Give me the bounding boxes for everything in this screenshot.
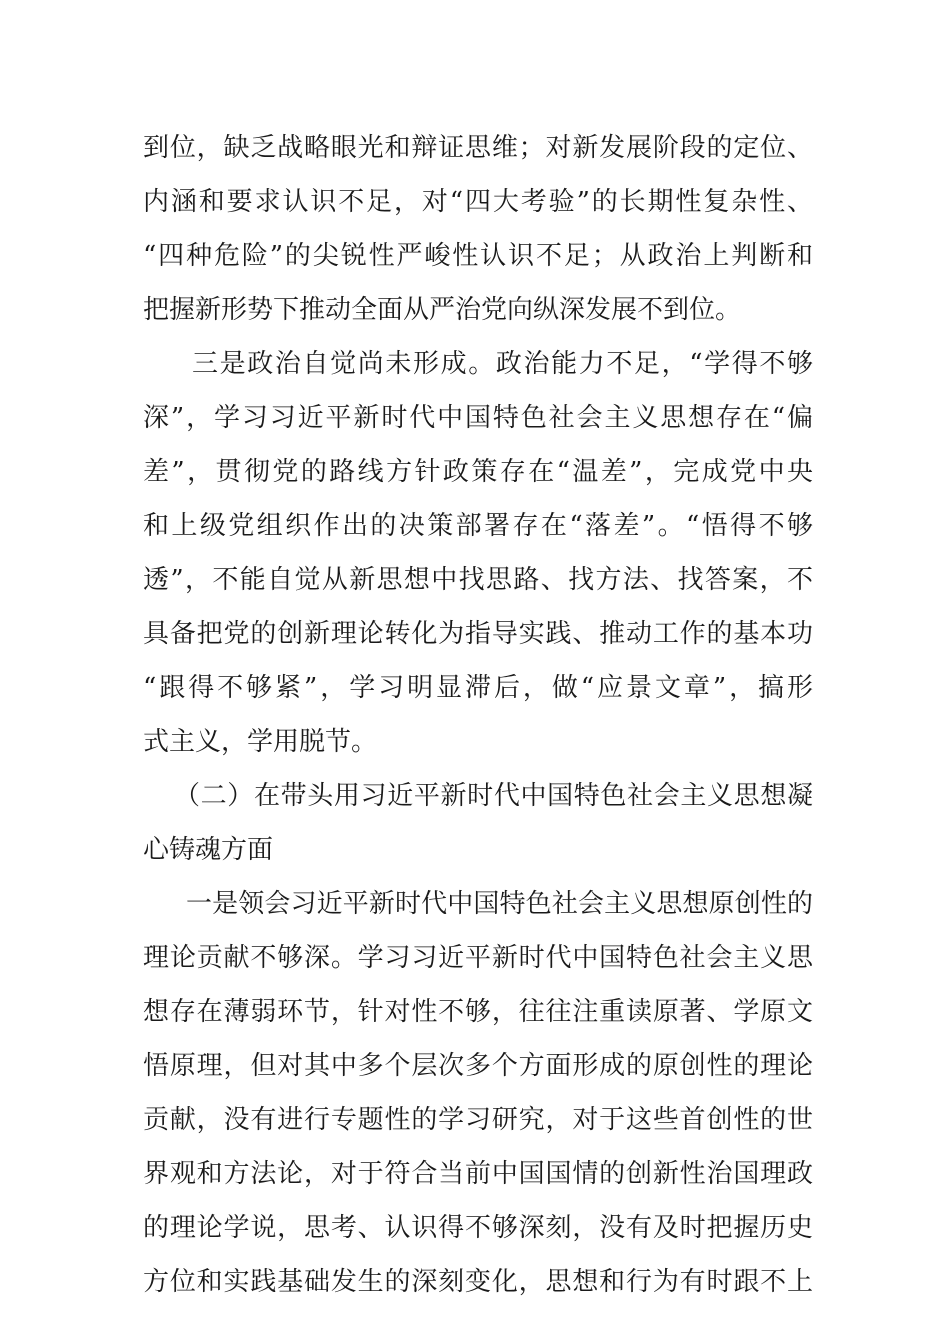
text-line: 悟原理，但对其中多个层次多个方面形成的原创性的理论 (143, 1051, 813, 1081)
text-line: 把握新形势下推动全面从严治党向纵深发展不到位。 (143, 295, 742, 325)
text-line: 具备把党的创新理论转化为指导实践、推动工作的基本功 (143, 619, 813, 649)
paragraph-first-line: 三是政治自觉尚未形成。政治能力不足，“学得不够 (192, 349, 813, 379)
text-line: 到位，缺乏战略眼光和辩证思维；对新发展阶段的定位、 (143, 133, 813, 163)
section-heading: （二）在带头用习近平新时代中国特色社会主义思想凝 (174, 781, 813, 811)
text-line: 式主义，学用脱节。 (143, 727, 378, 757)
text-line: 方位和实践基础发生的深刻变化，思想和行为有时跟不上 (143, 1267, 813, 1297)
text-line: 界观和方法论，对于符合当前中国国情的创新性治国理政 (143, 1159, 813, 1189)
text-line: 理论贡献不够深。学习习近平新时代中国特色社会主义思 (143, 943, 813, 973)
text-line: 和上级党组织作出的决策部署存在“落差”。“悟得不够 (143, 511, 813, 541)
text-line: 差”，贯彻党的路线方针政策存在“温差”，完成党中央 (143, 457, 813, 487)
paragraph-first-line: 一是领会习近平新时代中国特色社会主义思想原创性的 (186, 889, 813, 919)
text-line: “跟得不够紧”，学习明显滞后，做“应景文章”，搞形 (143, 673, 813, 703)
text-line: 透”，不能自觉从新思想中找思路、找方法、找答案，不 (143, 565, 813, 595)
text-line: 内涵和要求认识不足，对“四大考验”的长期性复杂性、 (143, 187, 813, 217)
text-line: 贡献，没有进行专题性的学习研究，对于这些首创性的世 (143, 1105, 813, 1135)
text-line: 的理论学说，思考、认识得不够深刻，没有及时把握历史 (143, 1213, 813, 1243)
text-line: 想存在薄弱环节，针对性不够，往往注重读原著、学原文 (143, 997, 813, 1027)
text-line: “四种危险”的尖锐性严峻性认识不足；从政治上判断和 (143, 241, 813, 271)
section-heading-continuation: 心铸魂方面 (143, 835, 274, 865)
text-line: 深”，学习习近平新时代中国特色社会主义思想存在“偏 (143, 403, 813, 433)
